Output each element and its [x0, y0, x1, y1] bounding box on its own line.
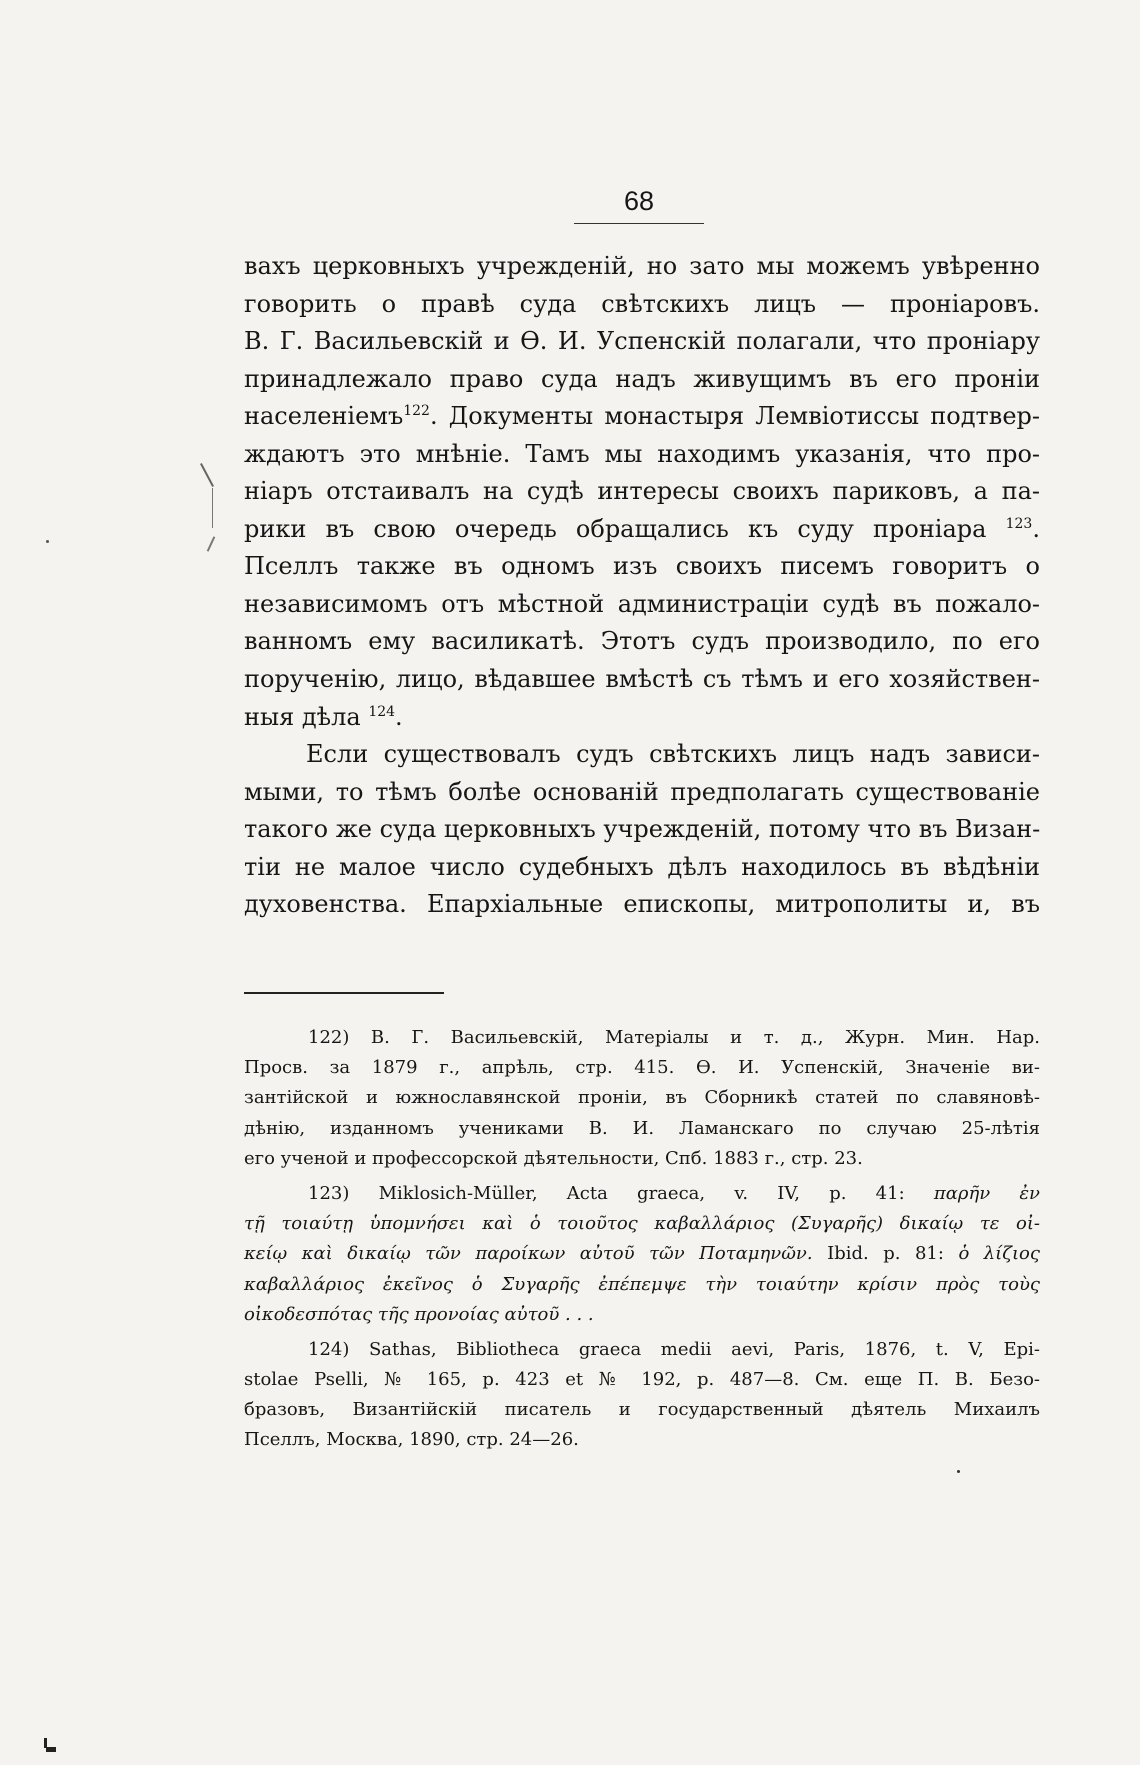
main-line-part: . Документы монастыря Лемвіотиссы подтвер-: [429, 402, 1040, 431]
main-line: духовенства. Епархіальные епископы, митрополиты и, въ: [244, 890, 1040, 919]
page-number: 68: [623, 186, 655, 216]
margin-pencil-mark: [212, 488, 213, 528]
footnote-line: Просв. за 1879 г., апрѣль, стр. 415. Ѳ. И. Успенскій, Значеніе ви-: [244, 1057, 1040, 1079]
footnote-greek: παρῆν ἐν: [933, 1182, 1040, 1204]
main-line-part: населеніемъ: [244, 402, 404, 431]
main-line: тіи не малое число судебныхъ дѣлъ находилось въ вѣдѣніи: [244, 852, 1040, 881]
margin-speck: [44, 1738, 47, 1748]
main-line: [244, 699, 1040, 737]
margin-pencil-mark: [207, 536, 216, 551]
main-line: ванномъ ему василикатѣ. Этотъ судъ производило, по его: [244, 627, 1040, 656]
main-line: ніаръ отстаивалъ на судѣ интересы своихъ париковъ, а па-: [244, 477, 1040, 506]
main-line: Пселлъ также въ одномъ изъ своихъ писемъ говоритъ о: [244, 552, 1040, 581]
main-line: В. Г. Васильевскій и Ѳ. И. Успенскій полагали, что проніару: [244, 327, 1040, 356]
footnote-line: дѣнію, изданномъ учениками В. И. Ламанскаго по случаю 25-лѣтія: [244, 1117, 1040, 1139]
margin-speck: [46, 540, 49, 543]
footnote-greek: κείῳ καὶ δικαίῳ τῶν παροίκων αὐτοῦ τῶν Ποταμηνῶν.: [244, 1243, 813, 1265]
footnote-greek: ὁ λίζιος: [958, 1243, 1040, 1265]
footnote-line: [244, 1179, 1040, 1209]
main-line: принадлежало право суда надъ живущимъ въ его проніи: [244, 364, 1040, 393]
margin-speck: [957, 1470, 960, 1473]
footnote-line: 122) В. Г. Васильевскій, Матеріалы и т. д., Журн. Мин. Нар.: [308, 1027, 1040, 1048]
main-line: вахъ церковныхъ учрежденій, но зато мы можемъ увѣренно: [244, 252, 1040, 280]
main-line: порученію, лицо, вѣдавшее вмѣстѣ съ тѣмъ и его хозяйствен-: [244, 665, 1040, 694]
main-text: [244, 248, 1040, 924]
main-line-part: ныя дѣла: [244, 702, 361, 731]
main-line: мыми, то тѣмъ болѣе основаній предполагать существованіе: [244, 777, 1040, 806]
page-number-rule: [574, 223, 704, 224]
footnote-line: οἰκοδεσπότας τῆς προνοίας αὐτοῦ . . .: [244, 1303, 594, 1325]
footnote-part: Ibid. p. 81:: [827, 1243, 944, 1265]
footnote-line: Пселлъ, Москва, 1890, стр. 24—26.: [244, 1429, 579, 1451]
footnote-line: stolae Pselli, № 165, p. 423 et № 192, p. 487—8. См. еще П. В. Безо-: [244, 1369, 1040, 1391]
main-line: независимомъ отъ мѣстной администраціи судѣ въ пожало-: [244, 589, 1040, 618]
footnote-ref-123: 123: [1005, 515, 1033, 532]
main-line: Если существовалъ судъ свѣтскихъ лицъ надъ зависи-: [306, 740, 1040, 769]
main-line-part: .: [395, 702, 403, 731]
footnote-line: зантійской и южнославянской проніи, въ Сборникѣ статей по славяновѣ-: [244, 1087, 1040, 1109]
main-line-part: .: [1032, 514, 1040, 543]
main-line: говорить о правѣ суда свѣтскихъ лицъ — проніаровъ.: [244, 289, 1040, 318]
footnote-line: его ученой и профессорской дѣятельности, Спб. 1883 г., стр. 23.: [244, 1147, 863, 1169]
footnote-separator: [244, 992, 444, 994]
footnote-part: 123) Miklosich-Müller, Acta graeca, v. IV, p. 41:: [308, 1182, 905, 1204]
footnote-line: 124) Sathas, Bibliotheca graeca medii aevi, Paris, 1876, t. V, Epi-: [308, 1338, 1040, 1360]
main-line-part: рики въ свою очередь обращались къ суду проніара: [244, 514, 987, 543]
footnote-ref-124: 124: [368, 703, 396, 720]
footnote-line: бразовъ, Византійскій писатель и государственный дѣятель Михаилъ: [244, 1399, 1040, 1421]
footnote-ref-122: 122: [403, 403, 430, 420]
margin-speck: [46, 1747, 56, 1752]
footnote-line: [244, 1239, 1040, 1269]
footnote-line: τῇ τοιαύτῃ ὑπομνήσει καὶ ὁ τοιοῦτος καβαλλάριος (Συγαρῆς) δικαίῳ τε οἰ-: [244, 1213, 1040, 1235]
page-header: [574, 188, 704, 215]
main-line: [244, 398, 1040, 436]
margin-pencil-mark: [200, 463, 214, 487]
main-line: ждаютъ это мнѣніе. Тамъ мы находимъ указанія, что про-: [244, 439, 1040, 468]
footnote-line: καβαλλάριος ἐκεῖνος ὁ Συγαρῆς ἐπέπεμψε τὴν τοιαύτην κρίσιν πρὸς τοὺς: [244, 1273, 1040, 1295]
main-line: [244, 511, 1040, 549]
main-line: такого же суда церковныхъ учрежденій, потому что въ Визан-: [244, 815, 1041, 844]
footnotes: [244, 1023, 1040, 1456]
